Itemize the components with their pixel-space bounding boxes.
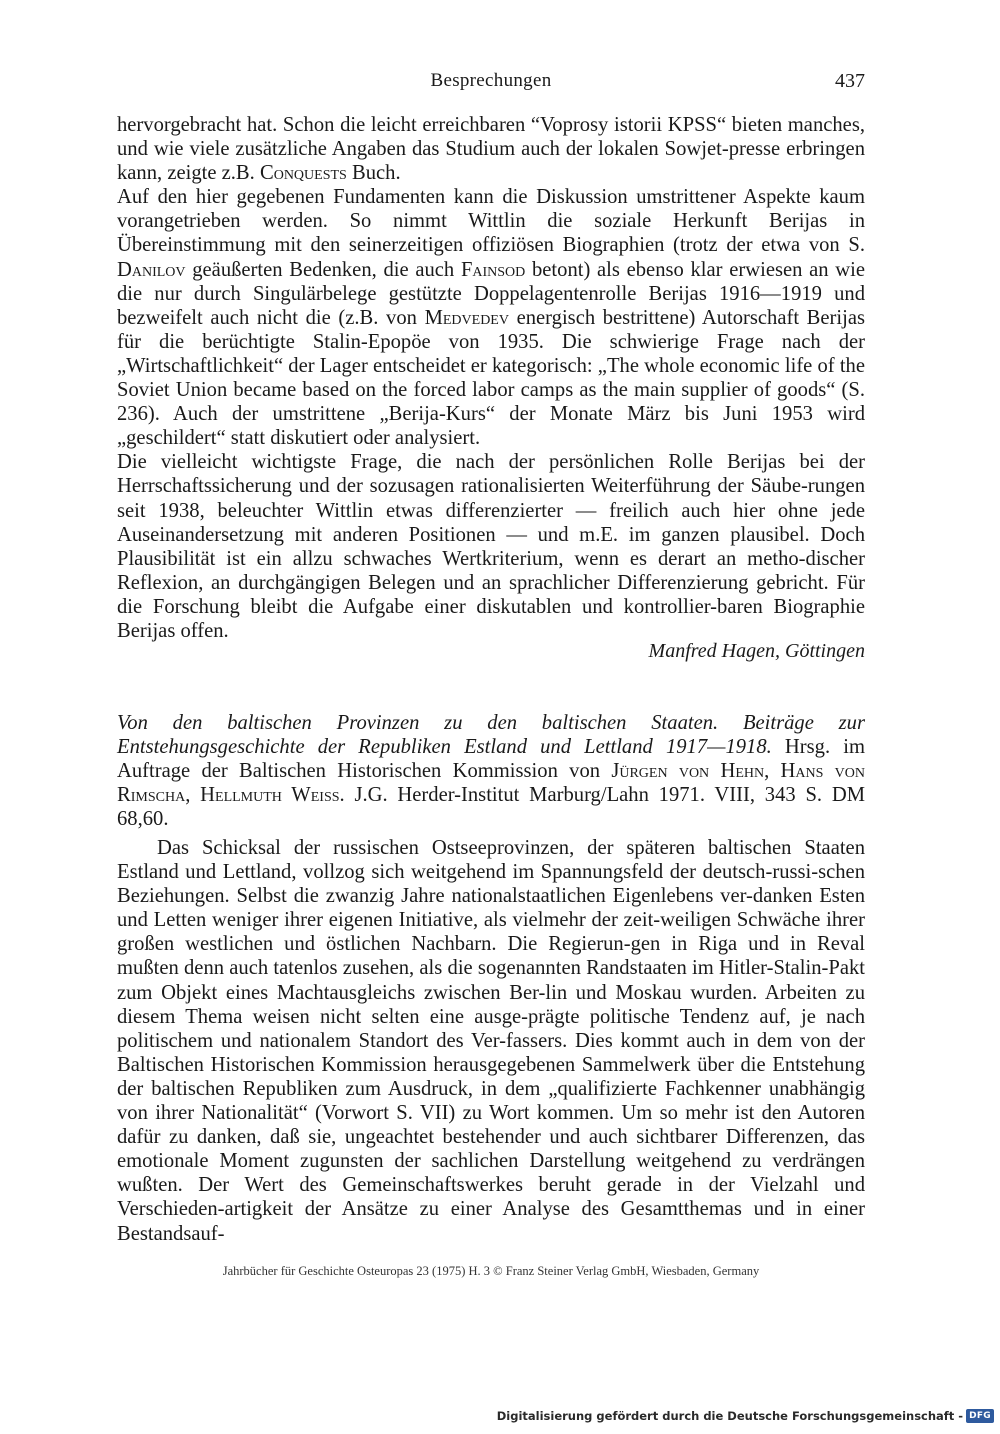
journal-footer: Jahrbücher für Geschichte Osteuropas 23 (1975) H. 3 © Franz Steiner Verlag GmbH, Wiesbaden, Germany: [222, 1264, 760, 1278]
editor-name: Jürgen von Hehn: [611, 760, 765, 783]
page-number: 437: [835, 70, 865, 92]
book-title: Von den baltischen Provinzen zu den baltischen Staaten. Beiträge zur Entstehungsgeschichte der Republiken Estland und Lettland 1917—1918.: [117, 712, 865, 759]
author-name: Conquests: [259, 162, 347, 185]
paragraph-3: Die vielleicht wichtigste Frage, die nach der persönlichen Rolle Berijas bei der Herrschaftssicherung und der sozusagen rationalisierten Weiterführung der Säube-rungen seit 1938, beleuchter Wittlin etwas differenzierter — freilich auch hier ohne jede Auseinandersetzung mit anderen Positionen — und m.E. im ganzen plausibel. Doch Plausibilität ist ein allzu schwaches Wertkriterium, wenn es derart an metho-discher Reflexion, an durchgängigen Belegen und an sprachlicher Differenzierung gebricht. Für die Forschung bleibt die Aufgabe einer diskutablen und kontrollier-baren Biographie Berijas offen.: [117, 451, 865, 642]
author-name: Fainsod: [460, 258, 526, 281]
author-name: Medvedev: [424, 306, 509, 329]
paragraph-continued: hervorgebracht hat. Schon die leicht erreichbaren “Voprosy istorii KPSS“ bieten manches, und wie viele zusätzliche Angaben das Studium auch der lokalen Sowjet-presse erbringen kann, zeigte z.B. Conquests Buch.: [117, 114, 865, 185]
dfg-credit-text: Digitalisierung gefördert durch die Deutsche Forschungsgemeinschaft -: [496, 1409, 964, 1423]
dfg-logo-icon: DFG: [966, 1409, 994, 1423]
body-section-1: [117, 113, 865, 643]
editor-name: Hellmuth Weiss: [200, 784, 340, 807]
paragraph-4: Das Schicksal der russischen Ostseeprovinzen, der späteren baltischen Staaten Estland und Lettland, vollzog sich weitgehend im Spannungsfeld der deutsch-russi-schen Beziehungen. Selbst die zwanzig Jahre nationalstaatlichen Eigenlebens ver-danken Esten und Letten weniger ihrer eigenen Initiative, als vielmehr der zeit-weiligen Schwäche ihrer großen westlichen und östlichen Nachbarn. Die Regierun-gen in Riga und in Reval mußten denn auch tatenlos zusehen, als die sogenannten Randstaaten im Hitler-Stalin-Pakt zum Objekt eines Machtausgleichs zwischen Ber-lin und Moskau wurden. Arbeiten zu diesem Thema weisen nicht selten eine ausge-prägte politische Tendenz auf, je nach politischem und nationalem Standort des Ver-fassers. Dies kommt auch in dem von der Baltischen Historischen Kommission herausgegebenen Sammelwerk über die Entstehung der baltischen Republiken zum Ausdruck, in dem „qualifizierte Fachkenner unabhängig von ihrer Nationalität“ (Vorwort S. VII) zu Wort kommen. Um so mehr ist den Autoren dafür zu danken, daß sie, ungeachtet bestehender und auch sichtbarer Differenzen, das emotionale Moment zugunsten der sachlichen Darstellung weitgehend zu verdrängen wußten. Der Wert des Gemeinschaftswerkes beruht gerade in der Vielzahl und Verschieden-artigkeit der Ansätze zu einer Analyse des Gesamtthemas und in einer Bestandsauf-: [117, 837, 865, 1245]
paragraph-2: Auf den hier gegebenen Fundamenten kann die Diskussion umstrittener Aspekte kaum vorangetrieben werden. So nimmt Wittlin die soziale Herkunft Berijas in Übereinstimmung mit den seinerzeitigen offiziösen Biographien (trotz der etwa von S. Danilov geäußerten Bedenken, die auch Fainsod betont) als ebenso klar erwiesen an wie die nur durch Singulärbelege gestützte Doppelagentenrolle Berijas 1916—1919 und bezweifelt auch nicht die (z.B. von Medvedev energisch bestrittene) Autorschaft Berijas für die berüchtigte Stalin-Epopöe von 1935. Die schwierige Frage nach der „Wirtschaftlichkeit“ der Lager entscheidet er kategorisch: „The whole economic life of the Soviet Union became based on the forced labor camps as the main supplier of goods“ (S. 236). Auch der umstrittene „Berija-Kurs“ der Monate März bis Juni 1953 wird „geschildert“ statt diskutiert oder analysiert.: [117, 186, 866, 450]
body-section-2: [117, 836, 865, 1246]
review-citation: Von den baltischen Provinzen zu den baltischen Staaten. Beiträge zur Entstehungsgeschichte der Republiken Estland und Lettland 1917—1918. Hrsg. im Auftrage der Baltischen Historischen Kommission von Jürgen von Hehn, Hans von Rimscha, Hellmuth Weiss. J.G. Herder-Institut Marburg/Lahn 1971. VIII, 343 S. DM 68,60.: [117, 712, 866, 831]
dfg-credit: [497, 1409, 994, 1423]
author-name: Danilov: [117, 258, 186, 281]
editor-name: Hans von Rimscha: [117, 760, 866, 807]
running-title: Besprechungen: [430, 70, 552, 91]
reviewer-signature: Manfred Hagen, Göttingen: [648, 640, 865, 662]
running-header: [117, 70, 865, 96]
